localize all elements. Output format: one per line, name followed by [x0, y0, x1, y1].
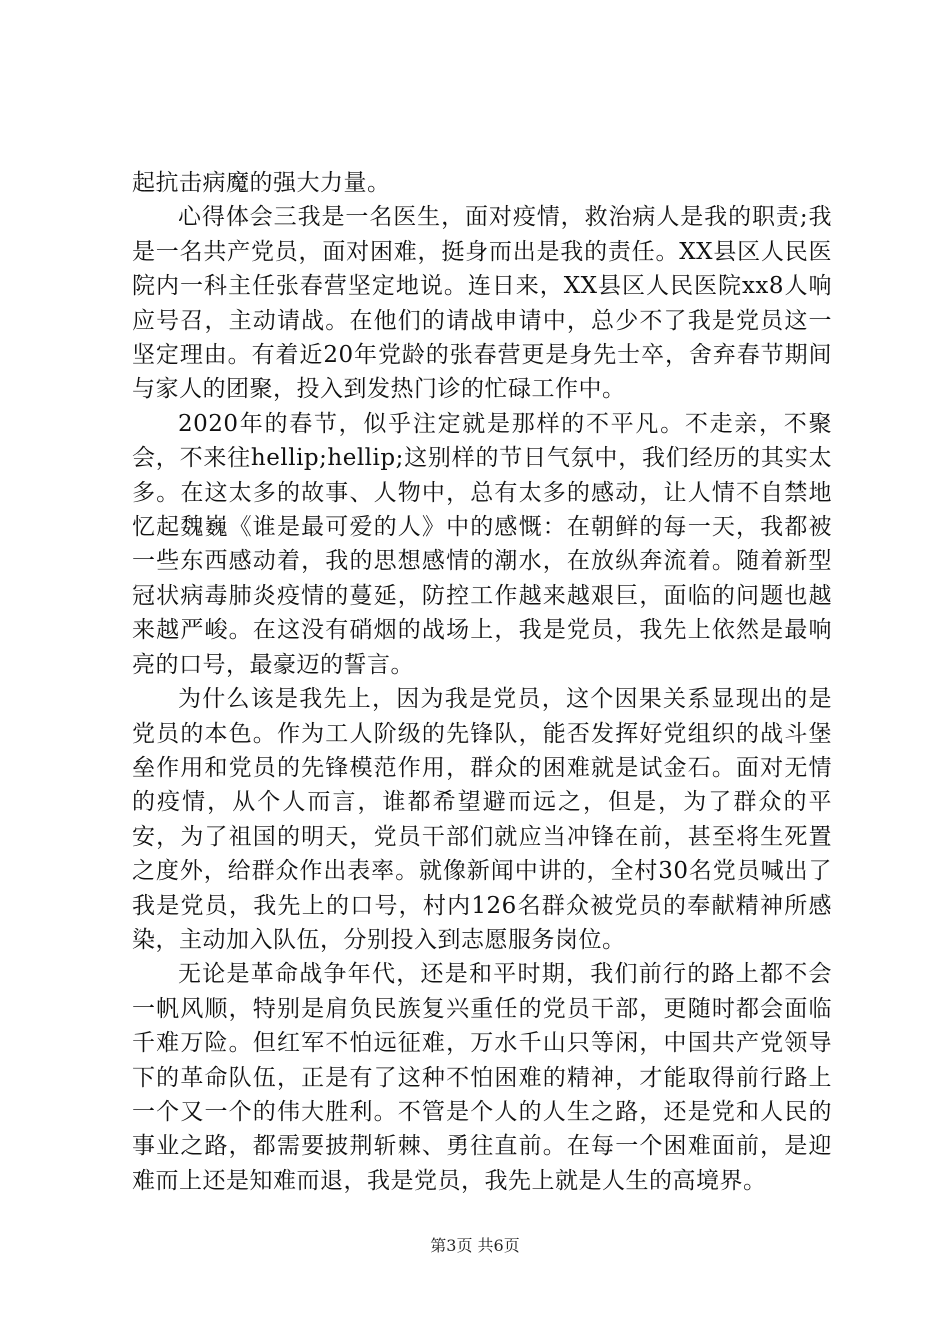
- paragraph: 无论是革命战争年代，还是和平时期，我们前行的路上都不会一帆风顺，特别是肩负民族复兴重任的党员干部，更随时都会面临千难万险。但红军不怕远征难，万水千山只等闲，中国共产党领导下的革命队伍，正是有了这种不怕困难的精神，才能取得前行路上一个又一个的伟大胜利。不管是个人的人生之路，还是党和人民的事业之路，都需要披荆斩棘、勇往直前。在每一个困难面前，是迎难而上还是知难而退，我是党员，我先上就是人生的高境界。: [132, 961, 832, 1194]
- paragraph: 为什么该是我先上，因为我是党员，这个因果关系显现出的是党员的本色。作为工人阶级的先锋队，能否发挥好党组织的战斗堡垒作用和党员的先锋模范作用，群众的困难就是试金石。面对无情的疫情，从个人而言，谁都希望避而远之，但是，为了群众的平安，为了祖国的明天，党员干部们就应当冲锋在前，甚至将生死置之度外，给群众作出表率。就像新闻中讲的，全村30名党员喊出了我是党员，我先上的口号，村内126名群众被党员的奉献精神所感染，主动加入队伍，分别投入到志愿服务岗位。: [132, 686, 832, 953]
- paragraph: 心得体会三我是一名医生，面对疫情，救治病人是我的职责;我是一名共产党员，面对困难，挺身而出是我的责任。XX县区人民医院内一科主任张春营坚定地说。连日来，XX县区人民医院xx8人响应号召，主动请战。在他们的请战申请中，总少不了我是党员这一坚定理由。有着近20年党龄的张春营更是身先士卒，舍弃春节期间与家人的团聚，投入到发热门诊的忙碌工作中。: [132, 204, 832, 403]
- paragraph: 2020年的春节，似乎注定就是那样的不平凡。不走亲，不聚会，不来往hellip;hellip;这别样的节日气氛中，我们经历的其实太多。在这太多的故事、人物中，总有太多的感动，让人情不自禁地忆起魏巍《谁是最可爱的人》中的感慨：在朝鲜的每一天，我都被一些东西感动着，我的思想感情的潮水，在放纵奔流着。随着新型冠状病毒肺炎疫情的蔓延，防控工作越来越艰巨，面临的问题也越来越严峻。在这没有硝烟的战场上，我是党员，我先上依然是最响亮的口号，最豪迈的誓言。: [132, 410, 832, 678]
- page-footer: 第3页 共6页: [430, 1236, 520, 1255]
- document-body: [132, 166, 832, 1198]
- paragraph-continuation: 起抗击病魔的强大力量。: [132, 170, 391, 196]
